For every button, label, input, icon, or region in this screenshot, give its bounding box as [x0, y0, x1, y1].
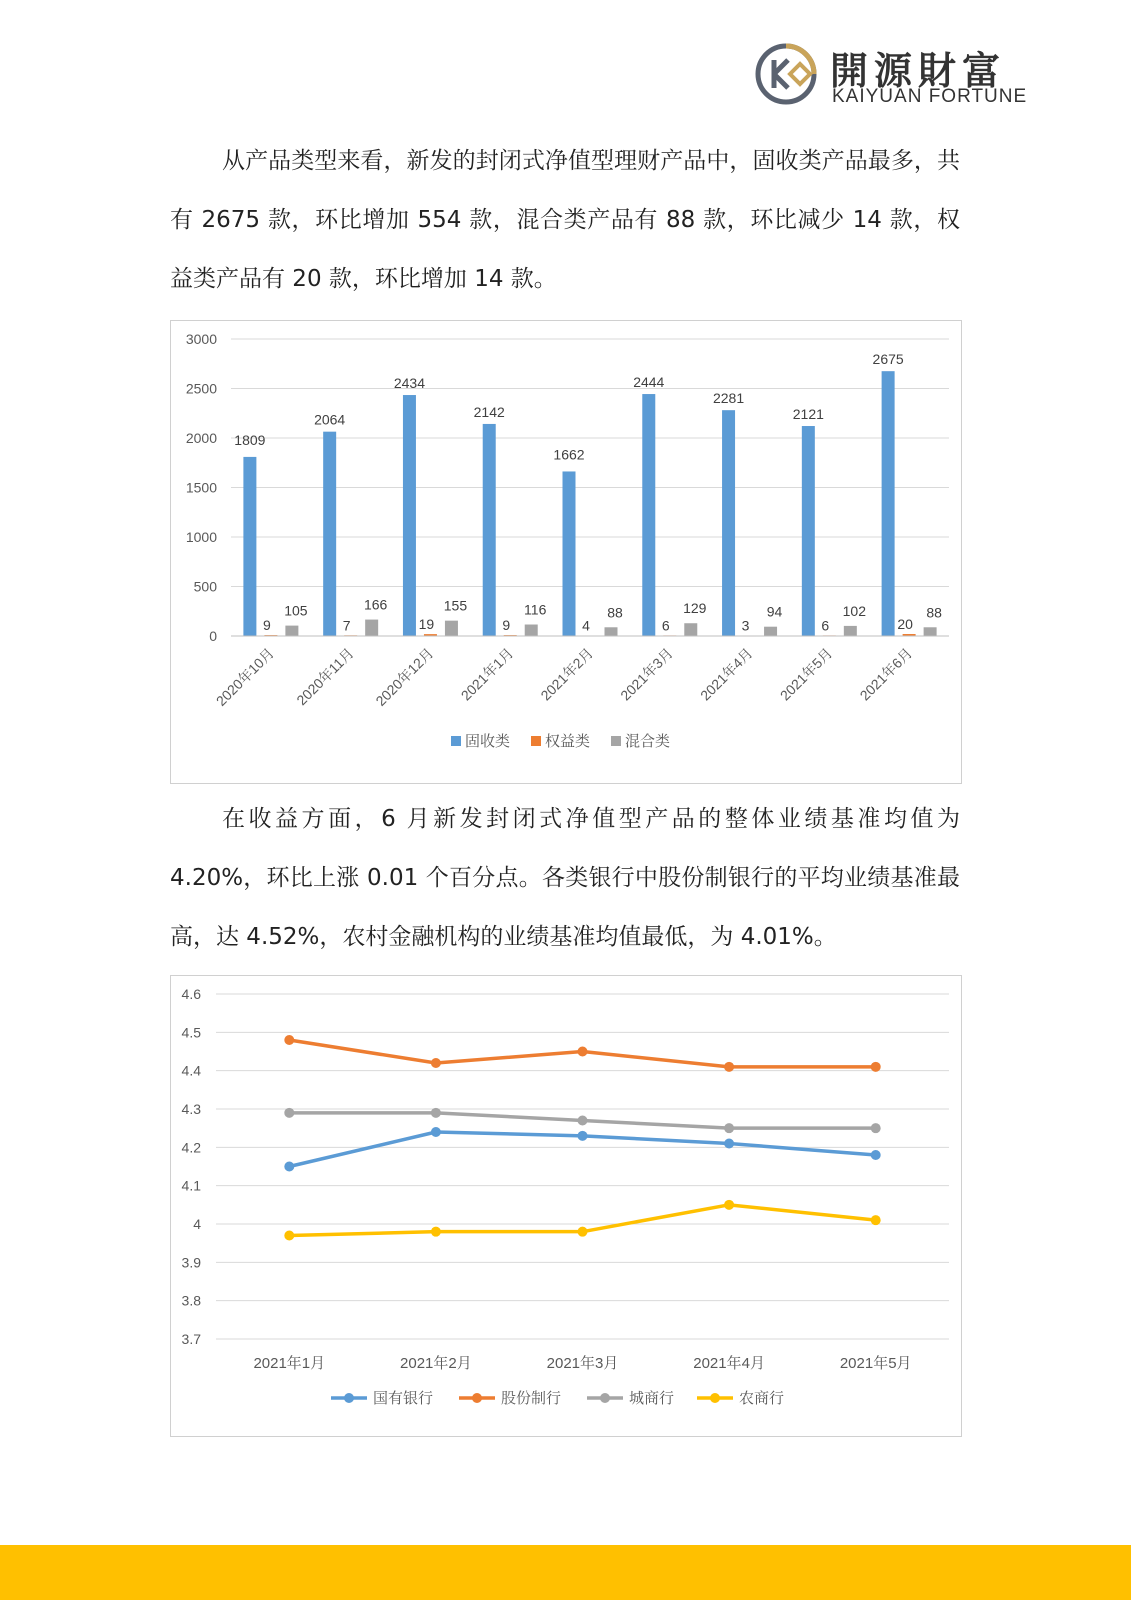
- bar: [802, 426, 815, 636]
- paragraph-yield: [170, 790, 960, 967]
- legend-label: 城商行: [629, 1390, 675, 1407]
- data-point: [724, 1123, 734, 1133]
- data-label: 88: [926, 604, 942, 621]
- data-point: [871, 1123, 881, 1133]
- x-tick-label: 2021年4月: [697, 644, 756, 704]
- data-point: [578, 1227, 588, 1237]
- paragraph-text: 在收益方面，6 月新发封闭式净值型产品的整体业绩基准均值为 4.20%，环比上涨 0.01 个百分点。各类银行中股份制银行的平均业绩基准最高，达 4.52%，农村金融机构的业绩基准均值最低，为 4.01%。: [170, 806, 960, 950]
- data-point: [284, 1108, 294, 1118]
- bar: [642, 394, 655, 636]
- paragraph-text: 从产品类型来看，新发的封闭式净值型理财产品中，固收类产品最多，共有 2675 款，环比增加 554 款，混合类产品有 88 款，环比减少 14 款，权益类产品有 20 款，环比增加 14 款。: [170, 148, 960, 292]
- data-point: [284, 1035, 294, 1045]
- data-label: 94: [766, 603, 783, 620]
- bar: [684, 623, 697, 636]
- y-tick-label: 4: [193, 1216, 201, 1232]
- data-label: 2121: [792, 406, 824, 423]
- data-point: [578, 1131, 588, 1141]
- legend-label: 股份制行: [501, 1390, 562, 1407]
- data-label: 129: [683, 600, 707, 617]
- data-label: 4: [582, 617, 590, 634]
- bar: [525, 625, 538, 636]
- y-tick-label: 4.1: [181, 1177, 201, 1194]
- logo-mark-icon: [752, 40, 822, 110]
- y-tick-label: 1500: [185, 479, 217, 496]
- bar: [243, 457, 256, 636]
- kaiyuan-logo: [752, 38, 1052, 110]
- bar: [445, 621, 458, 636]
- data-label: 102: [842, 602, 867, 619]
- y-tick-label: 4.4: [181, 1062, 201, 1079]
- data-label: 116: [524, 601, 547, 618]
- bar-chart-svg: [171, 321, 961, 783]
- y-tick-label: 3000: [185, 331, 217, 347]
- legend-marker: [600, 1393, 610, 1403]
- data-label: 7: [342, 617, 351, 634]
- y-tick-label: 4.2: [181, 1139, 201, 1156]
- x-tick-label: 2021年4月: [693, 1355, 765, 1372]
- y-tick-label: 4.5: [181, 1024, 201, 1041]
- legend-label: 农商行: [739, 1390, 785, 1407]
- data-point: [871, 1150, 881, 1160]
- data-point: [284, 1162, 294, 1172]
- y-tick-label: 3.7: [181, 1331, 201, 1347]
- y-tick-label: 1000: [185, 529, 217, 545]
- data-point: [431, 1108, 441, 1118]
- y-tick-label: 4.6: [181, 986, 201, 1002]
- data-point: [871, 1062, 881, 1072]
- data-label: 2064: [314, 411, 346, 428]
- data-label: 155: [443, 597, 468, 614]
- x-tick-label: 2021年3月: [617, 644, 676, 704]
- data-label: 2675: [872, 351, 904, 368]
- bar: [924, 627, 937, 636]
- legend-label: 固收类: [465, 733, 511, 750]
- data-label: 20: [897, 616, 913, 633]
- bar: [365, 620, 378, 636]
- data-label: 2434: [393, 375, 426, 392]
- data-label: 2142: [473, 403, 505, 420]
- y-tick-label: 2000: [185, 430, 217, 446]
- bar: [882, 371, 895, 636]
- bar: [403, 395, 416, 636]
- bar-chart: [170, 320, 962, 784]
- legend-marker: [472, 1393, 482, 1403]
- y-tick-label: 0: [209, 628, 217, 644]
- paragraph-product-types: [170, 132, 960, 309]
- legend-marker: [344, 1393, 354, 1403]
- data-point: [578, 1116, 588, 1126]
- data-label: 6: [661, 617, 670, 634]
- legend-marker: [710, 1393, 720, 1403]
- bar: [285, 626, 298, 636]
- x-tick-label: 2021年6月: [856, 644, 916, 704]
- x-tick-label: 2021年5月: [839, 1355, 912, 1372]
- data-point: [724, 1200, 734, 1210]
- y-tick-label: 4.3: [181, 1101, 201, 1117]
- legend-label: 国有银行: [373, 1390, 434, 1407]
- data-point: [431, 1058, 441, 1068]
- bar: [844, 626, 857, 636]
- data-point: [431, 1127, 441, 1137]
- x-tick-label: 2021年2月: [537, 644, 597, 704]
- legend-swatch: [531, 736, 541, 746]
- bar: [563, 471, 576, 636]
- line-chart: [170, 975, 962, 1437]
- y-tick-label: 3.8: [181, 1292, 201, 1309]
- bar: [483, 424, 496, 636]
- data-label: 3: [741, 617, 750, 634]
- data-point: [284, 1231, 294, 1241]
- x-tick-label: 2020年10月: [212, 644, 278, 709]
- logo-text-cn: 開源財富: [830, 49, 1007, 93]
- data-point: [871, 1215, 881, 1225]
- data-label: 1662: [553, 446, 585, 463]
- data-label: 166: [363, 596, 388, 613]
- data-label: 9: [502, 617, 511, 634]
- logo-text-en: KAIYUAN FORTUNE: [832, 86, 1028, 107]
- data-point: [431, 1227, 441, 1237]
- x-tick-label: 2020年11月: [293, 644, 357, 709]
- data-label: 2281: [712, 390, 745, 407]
- y-tick-label: 3.9: [181, 1254, 201, 1271]
- data-label: 105: [284, 602, 308, 619]
- y-tick-label: 2500: [185, 380, 217, 397]
- line-chart-svg: [171, 976, 961, 1436]
- data-label: 9: [262, 617, 271, 634]
- bar: [605, 627, 618, 636]
- legend-swatch: [611, 736, 621, 746]
- legend-label: 混合类: [625, 733, 671, 750]
- data-label: 88: [607, 604, 623, 621]
- data-label: 6: [821, 617, 830, 634]
- data-label: 1809: [234, 431, 266, 448]
- x-tick-label: 2021年3月: [546, 1355, 619, 1372]
- bar: [764, 627, 777, 636]
- bar: [722, 410, 735, 636]
- data-label: 2444: [633, 374, 665, 391]
- data-point: [724, 1139, 734, 1149]
- y-tick-label: 500: [193, 578, 217, 595]
- legend-label: 权益类: [545, 733, 591, 750]
- x-tick-label: 2021年1月: [253, 1355, 326, 1372]
- bar: [323, 432, 336, 636]
- x-tick-label: 2020年12月: [372, 644, 437, 709]
- footer-bar: [0, 1545, 1131, 1600]
- legend-swatch: [451, 736, 461, 746]
- x-tick-label: 2021年2月: [400, 1355, 472, 1372]
- data-label: 19: [418, 616, 435, 633]
- data-point: [724, 1062, 734, 1072]
- x-tick-label: 2021年5月: [776, 644, 836, 704]
- x-tick-label: 2021年1月: [457, 644, 517, 704]
- data-point: [578, 1047, 588, 1057]
